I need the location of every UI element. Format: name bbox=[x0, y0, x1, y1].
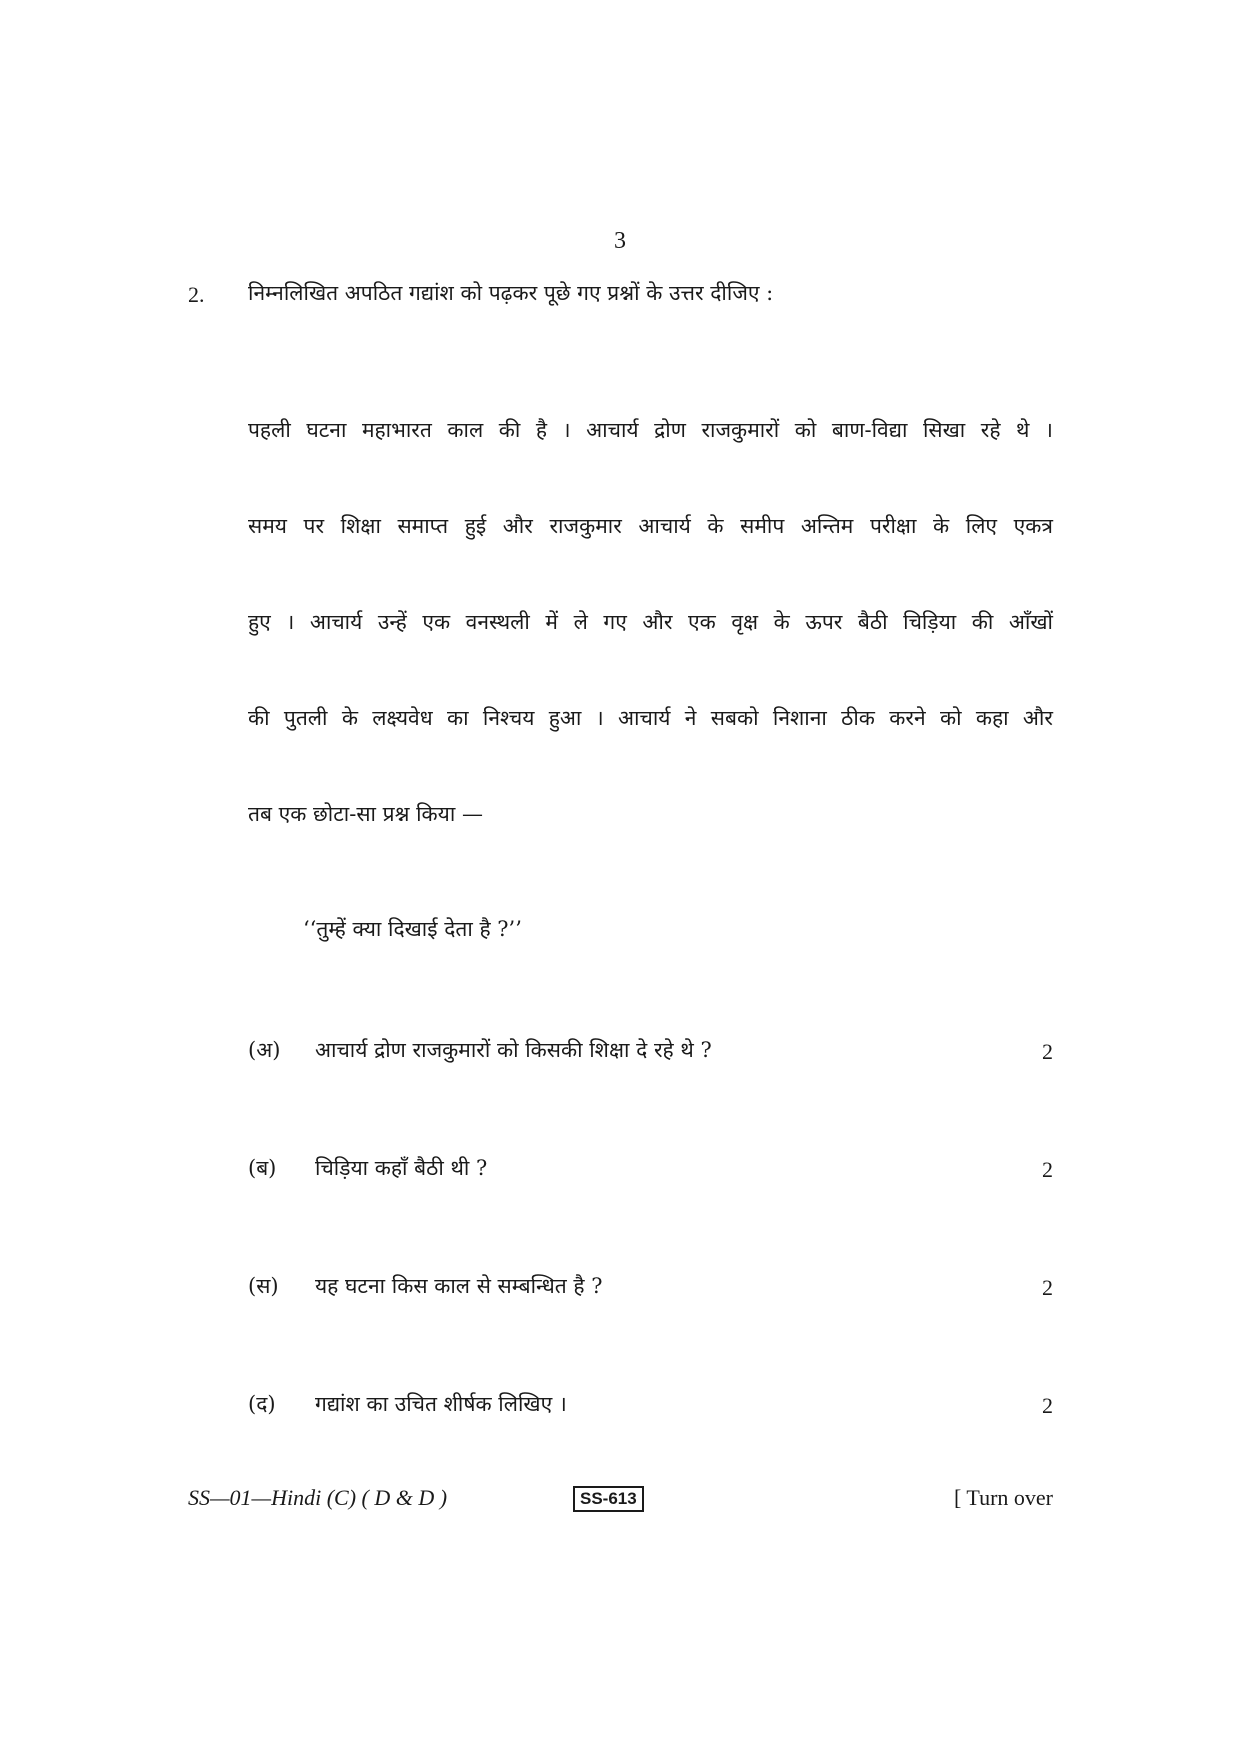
sub-question-label: (द) bbox=[248, 1392, 276, 1416]
sub-question-text: आचार्य द्रोण राजकुमारों को किसकी शिक्षा दे रहे थे ? bbox=[315, 1038, 712, 1062]
sub-question-marks: 2 bbox=[1042, 1393, 1053, 1418]
turn-over-note: [ Turn over bbox=[953, 1485, 1053, 1510]
sub-question-text: यह घटना किस काल से सम्बन्धित है ? bbox=[315, 1274, 603, 1298]
question-number: 2. bbox=[188, 282, 205, 307]
paper-code: SS—01—Hindi (C) ( D & D ) bbox=[188, 1485, 448, 1510]
question-instruction: निम्नलिखित अपठित गद्यांश को पढ़कर पूछे गए प्रश्नों के उत्तर दीजिए : bbox=[248, 281, 774, 305]
paper-code-box: SS-613 bbox=[573, 1486, 644, 1512]
passage-line: समय पर शिक्षा समाप्त हुई और राजकुमार आचार्य के समीप अन्तिम परीक्षा के लिए एकत्र bbox=[248, 514, 1053, 538]
passage-quote: ‘‘तुम्हें क्या दिखाई देता है ?’’ bbox=[303, 917, 522, 941]
sub-question-text: चिड़िया कहाँ बैठी थी ? bbox=[315, 1156, 488, 1180]
page-number: 3 bbox=[614, 228, 626, 254]
passage-line: की पुतली के लक्ष्यवेध का निश्चय हुआ । आचार्य ने सबको निशाना ठीक करने को कहा और bbox=[248, 706, 1053, 730]
sub-question-label: (ब) bbox=[248, 1156, 277, 1180]
passage-line: पहली घटना महाभारत काल की है । आचार्य द्रोण राजकुमारों को बाण-विद्या सिखा रहे थे । bbox=[248, 418, 1053, 442]
passage-line: हुए । आचार्य उन्हें एक वनस्थली में ले गए और एक वृक्ष के ऊपर बैठी चिड़िया की आँखों bbox=[248, 610, 1053, 634]
passage-line: तब एक छोटा-सा प्रश्न किया — bbox=[248, 802, 483, 826]
sub-question-marks: 2 bbox=[1042, 1039, 1053, 1064]
sub-question-marks: 2 bbox=[1042, 1157, 1053, 1182]
sub-question-text: गद्यांश का उचित शीर्षक लिखिए । bbox=[315, 1392, 567, 1416]
sub-question-label: (अ) bbox=[248, 1038, 281, 1062]
sub-question-label: (स) bbox=[248, 1274, 279, 1298]
sub-question-marks: 2 bbox=[1042, 1275, 1053, 1300]
